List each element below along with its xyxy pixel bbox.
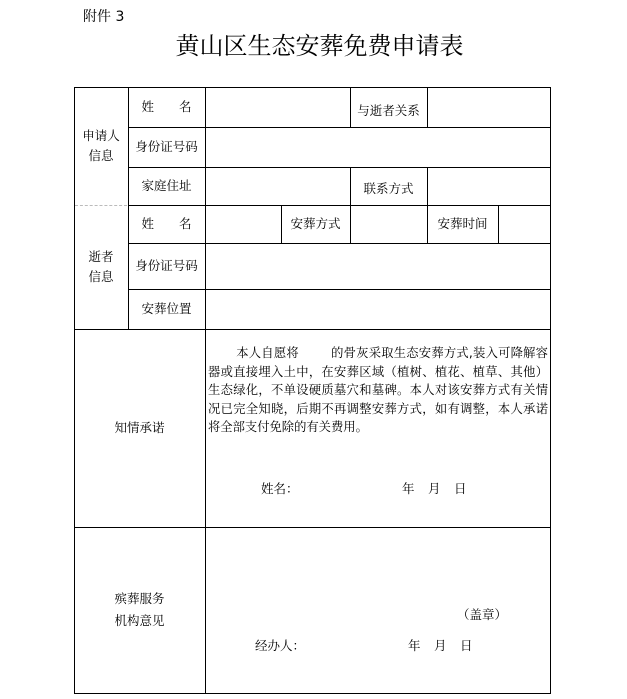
applicant-section-label xyxy=(74,87,128,205)
burial-method-field[interactable] xyxy=(350,205,427,243)
consent-date-day: 日 xyxy=(454,481,467,496)
agency-opinion-label-line2: 机构意见 xyxy=(114,613,165,628)
deceased-section-label xyxy=(74,205,128,329)
seal-label: （盖章） xyxy=(457,607,508,622)
burial-time-label: 安葬时间 xyxy=(437,216,488,231)
agency-date-year: 年 xyxy=(408,638,421,653)
deceased-id-label: 身份证号码 xyxy=(135,258,198,273)
applicant-name-field[interactable] xyxy=(205,87,350,127)
applicant-section-label-line2: 信息 xyxy=(88,148,114,163)
consent-label: 知情承诺 xyxy=(114,420,165,435)
consent-date-month: 月 xyxy=(428,481,441,496)
applicant-id-field[interactable] xyxy=(205,127,550,167)
deceased-section-label-line2: 信息 xyxy=(88,269,114,284)
consent-signature-label: 姓名： xyxy=(261,481,299,496)
deceased-name-field[interactable] xyxy=(205,205,281,243)
burial-location-field[interactable] xyxy=(205,289,550,329)
burial-time-field[interactable] xyxy=(498,205,550,243)
contact-field[interactable] xyxy=(427,167,550,205)
deceased-id-field[interactable] xyxy=(205,243,550,289)
consent-statement xyxy=(208,344,548,437)
agency-opinion-label-line1: 殡葬服务 xyxy=(114,591,165,606)
table-border-right xyxy=(550,87,551,694)
consent-text-part1: 本人自愿将 xyxy=(236,346,299,360)
address-field[interactable] xyxy=(205,167,350,205)
table-border-bottom xyxy=(74,693,551,694)
relation-field[interactable] xyxy=(427,87,550,127)
agency-date-month: 月 xyxy=(434,638,447,653)
applicant-section-label-line1: 申请人 xyxy=(82,128,120,143)
page-title: 黄山区生态安葬免费申请表 xyxy=(175,32,464,60)
relation-label: 与逝者关系 xyxy=(357,103,420,118)
contact-label: 联系方式 xyxy=(363,181,414,196)
deceased-section-label-line1: 逝者 xyxy=(88,249,114,264)
consent-date-year: 年 xyxy=(402,481,415,496)
address-label: 家庭住址 xyxy=(141,178,192,193)
burial-method-label: 安葬方式 xyxy=(290,216,341,231)
deceased-name-label: 姓 名 xyxy=(141,216,192,231)
agency-opinion-label xyxy=(74,527,205,693)
applicant-id-label: 身份证号码 xyxy=(135,139,198,154)
burial-location-label: 安葬位置 xyxy=(141,301,192,316)
consent-text-part2: 的骨灰采取生态安葬方式,装入可降解容器或直接埋入土中，在安葬区域（植树、植花、植草、其他）生态绿化，不单设硬质墓穴和墓碑。本人对该安葬方式有关情况已完全知晓，后期不再调整安葬方式，如有调整，本人承诺将全部支付免除的有关费用。 xyxy=(208,346,548,434)
agency-date-day: 日 xyxy=(460,638,473,653)
attachment-label: 附件 3 xyxy=(83,9,125,25)
handler-label: 经办人： xyxy=(255,638,306,653)
applicant-name-label: 姓 名 xyxy=(141,99,192,114)
